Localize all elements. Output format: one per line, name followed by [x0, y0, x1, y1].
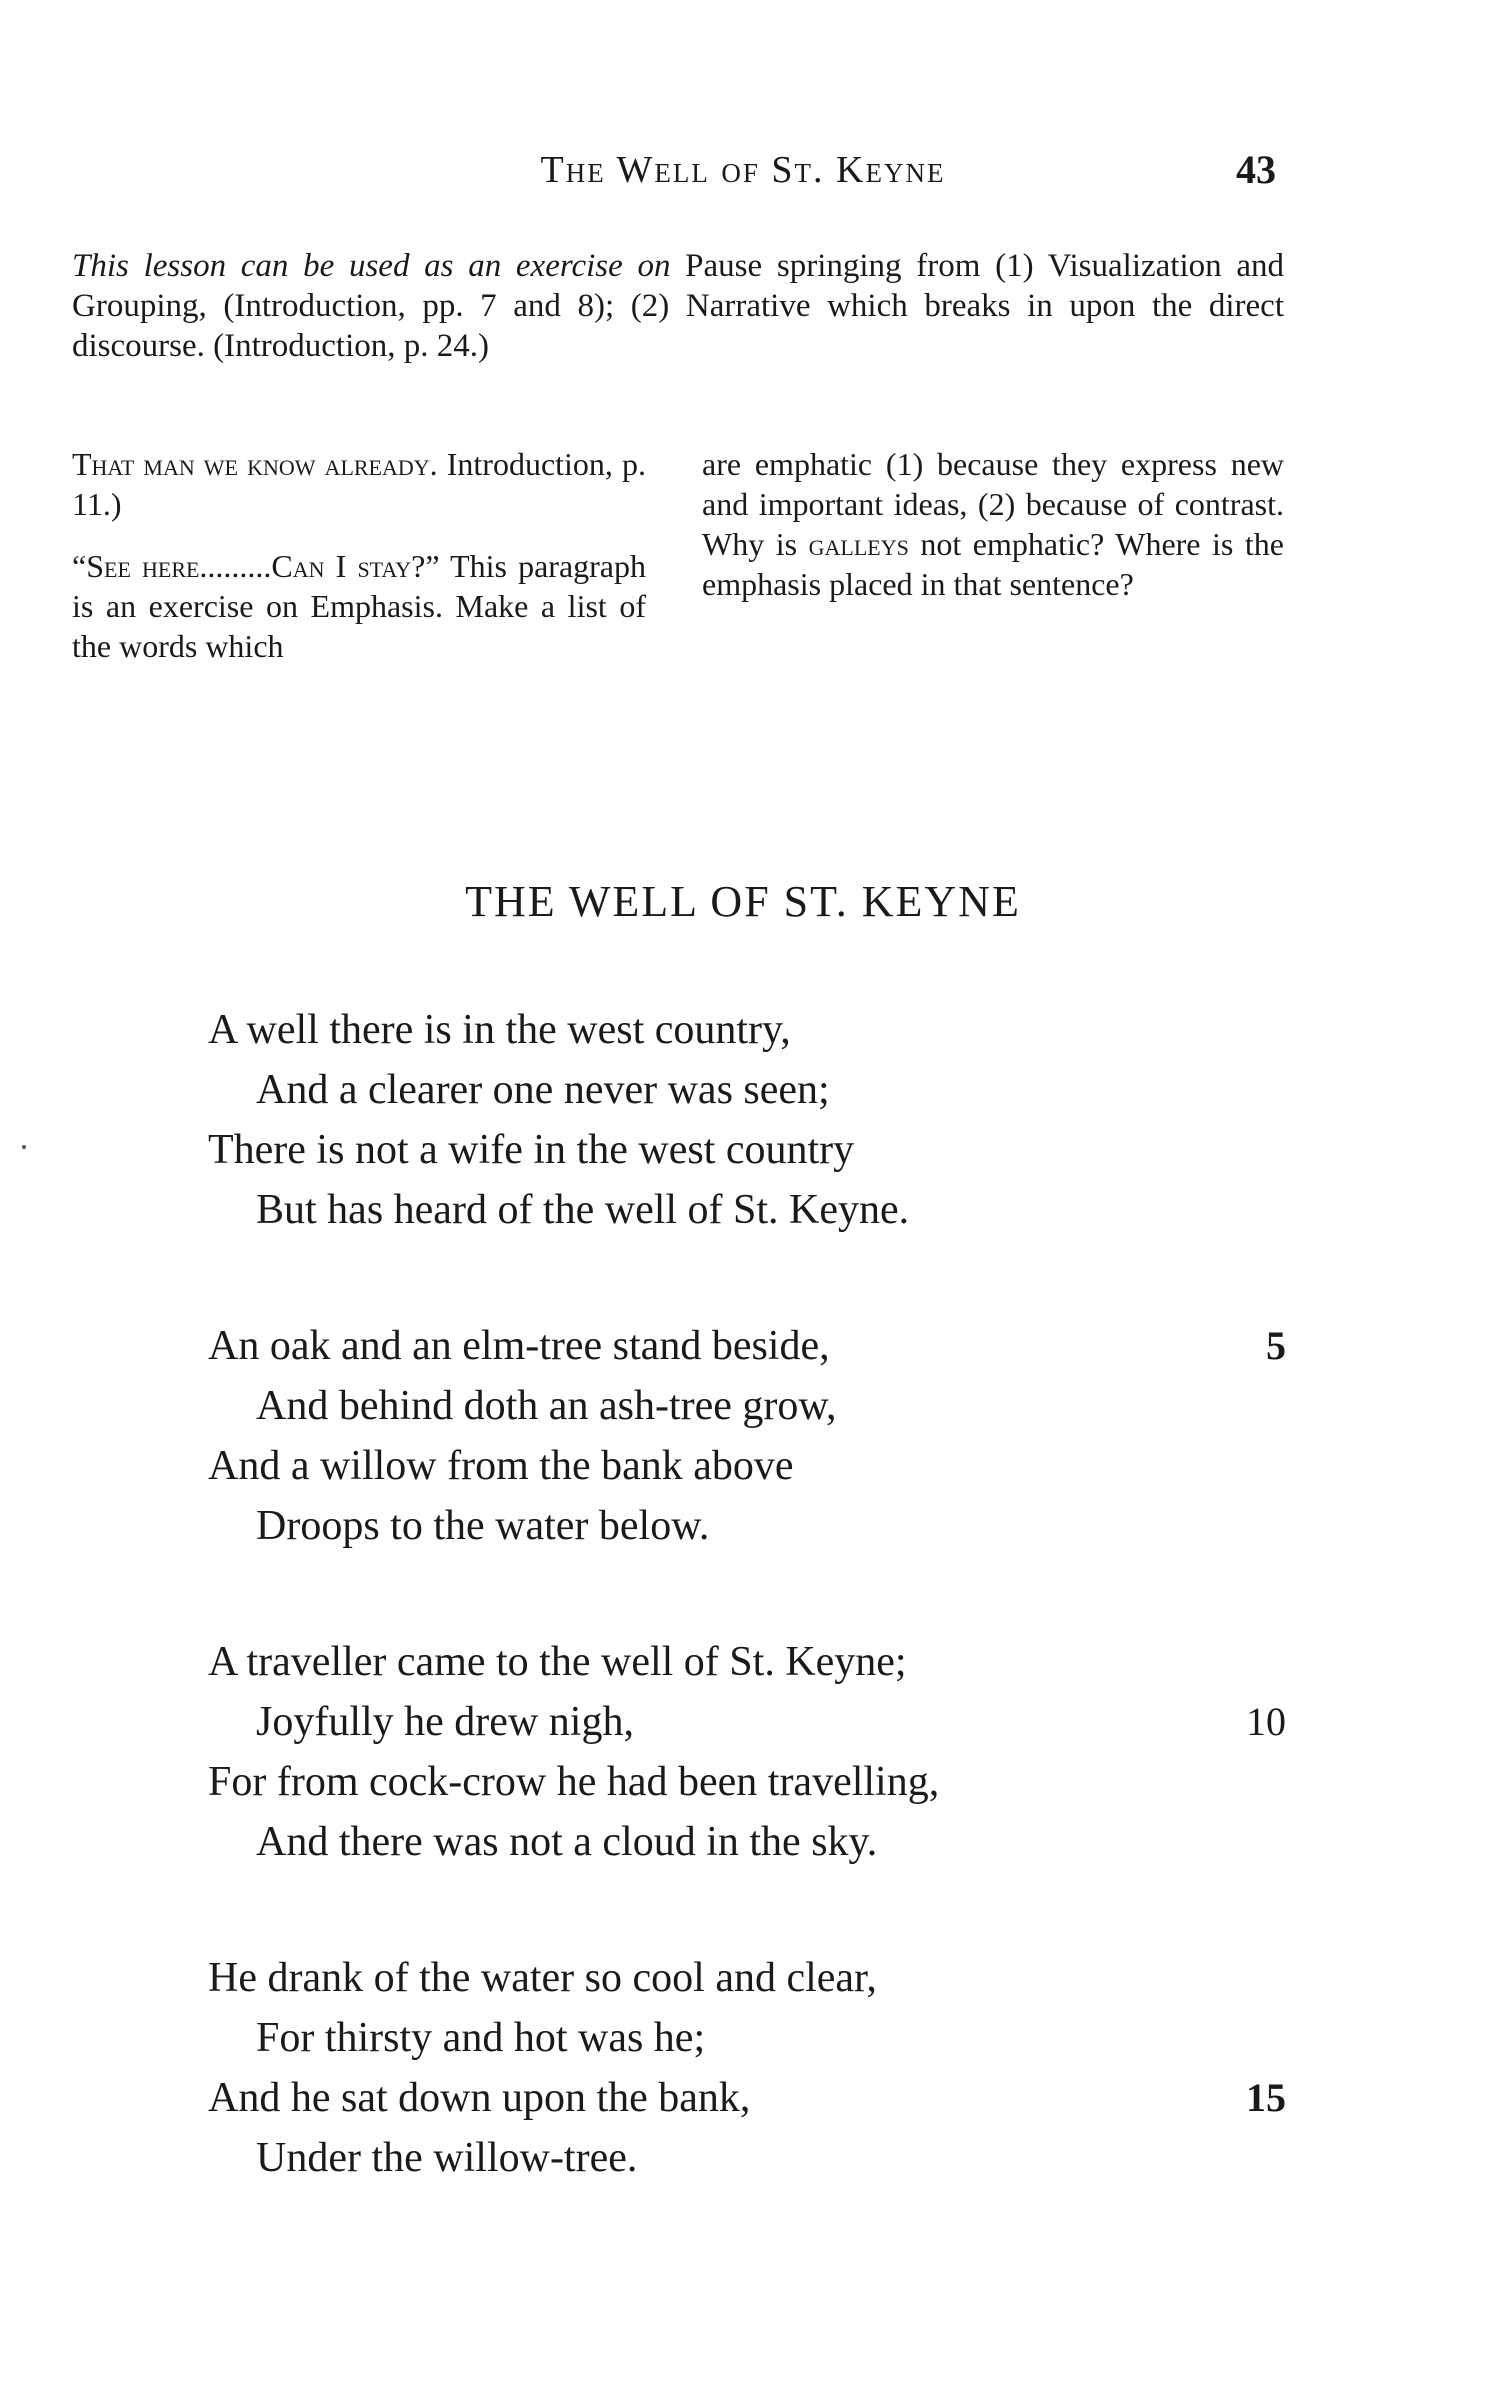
- note-paragraph: [702, 444, 1284, 604]
- intro-note: [72, 246, 1284, 366]
- poem-line-text: And a willow from the bank above: [208, 1443, 794, 1489]
- poem-line-text: For thirsty and hot was he;: [256, 2015, 706, 2061]
- poem-line: [208, 1060, 1288, 1120]
- stanza-4: [208, 1948, 1288, 2188]
- poem-line-text: Joyfully he drew nigh,: [256, 1699, 634, 1745]
- note-smallcaps-word: galleys: [808, 526, 909, 562]
- poem-line: [208, 2128, 1288, 2188]
- line-number: 15: [1246, 2075, 1286, 2120]
- stanza-3: [208, 1632, 1288, 1872]
- poem-line: [208, 2008, 1288, 2068]
- poem-line: [208, 1632, 1288, 1692]
- note-lead: “See here.........Can I stay?”: [72, 548, 440, 584]
- note-paragraph: [72, 546, 646, 666]
- poem-line-text: There is not a wife in the west country: [208, 1127, 855, 1173]
- stanza-1: [208, 1000, 1288, 1240]
- poem-line: [208, 1180, 1288, 1240]
- note-text: Introduction, p. 11.): [72, 446, 646, 522]
- poem-line: [208, 1752, 1288, 1812]
- notes-right-column: [702, 444, 1284, 604]
- poem-line: [208, 1496, 1288, 1556]
- poem-line: [208, 1948, 1288, 2008]
- poem-line-text: For from cock-crow he had been travelling,: [208, 1759, 940, 1805]
- poem-line: [208, 1376, 1288, 1436]
- note-paragraph: [72, 444, 646, 524]
- poem-line: [208, 1692, 1288, 1752]
- poem-line-text: A traveller came to the well of St. Keyne;: [208, 1639, 907, 1685]
- poem-line-text: And he sat down upon the bank,: [208, 2075, 751, 2121]
- page-number: 43: [1236, 147, 1276, 192]
- stanza-2: [208, 1316, 1288, 1556]
- poem-line-text: And there was not a cloud in the sky.: [256, 1819, 878, 1865]
- note-text: are emphatic (1) because they express new and important ideas, (2) because of contrast. Why is: [702, 446, 1284, 562]
- note-lead: That man we know already.: [72, 446, 438, 482]
- print-speck: [22, 1145, 26, 1149]
- line-number: 5: [1266, 1323, 1286, 1368]
- poem-line-text: An oak and an elm-tree stand beside,: [208, 1323, 830, 1369]
- poem-line-text: Under the willow-tree.: [256, 2135, 638, 2181]
- poem-line: [208, 1316, 1288, 1376]
- poem-line: [208, 1812, 1288, 1872]
- intro-note-text: Pause springing from (1) Visualization and Grouping, (Introduction, pp. 7 and 8); (2) Narrative which breaks in upon the direct discourse. (Introduction, p. 24.): [72, 248, 1284, 364]
- poem-line: [208, 1436, 1288, 1496]
- poem-line-text: A well there is in the west country,: [208, 1007, 791, 1053]
- running-title: The Well of St. Keyne: [540, 149, 946, 191]
- poem-line-text: And behind doth an ash-tree grow,: [256, 1383, 837, 1429]
- poem-line: [208, 2068, 1288, 2128]
- poem-title: THE WELL OF ST. KEYNE: [465, 877, 1021, 926]
- poem-line-text: And a clearer one never was seen;: [256, 1067, 830, 1113]
- poem-line-text: But has heard of the well of St. Keyne.: [256, 1187, 910, 1233]
- poem-line: [208, 1000, 1288, 1060]
- note-text: This paragraph is an exercise on Emphasis. Make a list of the words which: [72, 548, 647, 664]
- poem-line: [208, 1120, 1288, 1180]
- poem-line-text: Droops to the water below.: [256, 1503, 710, 1549]
- note-text: not emphatic? Where is the emphasis placed in that sentence?: [702, 526, 1285, 602]
- notes-left-column: [72, 444, 646, 666]
- line-number: 10: [1246, 1699, 1286, 1744]
- poem-line-text: He drank of the water so cool and clear,: [208, 1955, 877, 2001]
- intro-note-italic: This lesson can be used as an exercise on: [72, 248, 671, 284]
